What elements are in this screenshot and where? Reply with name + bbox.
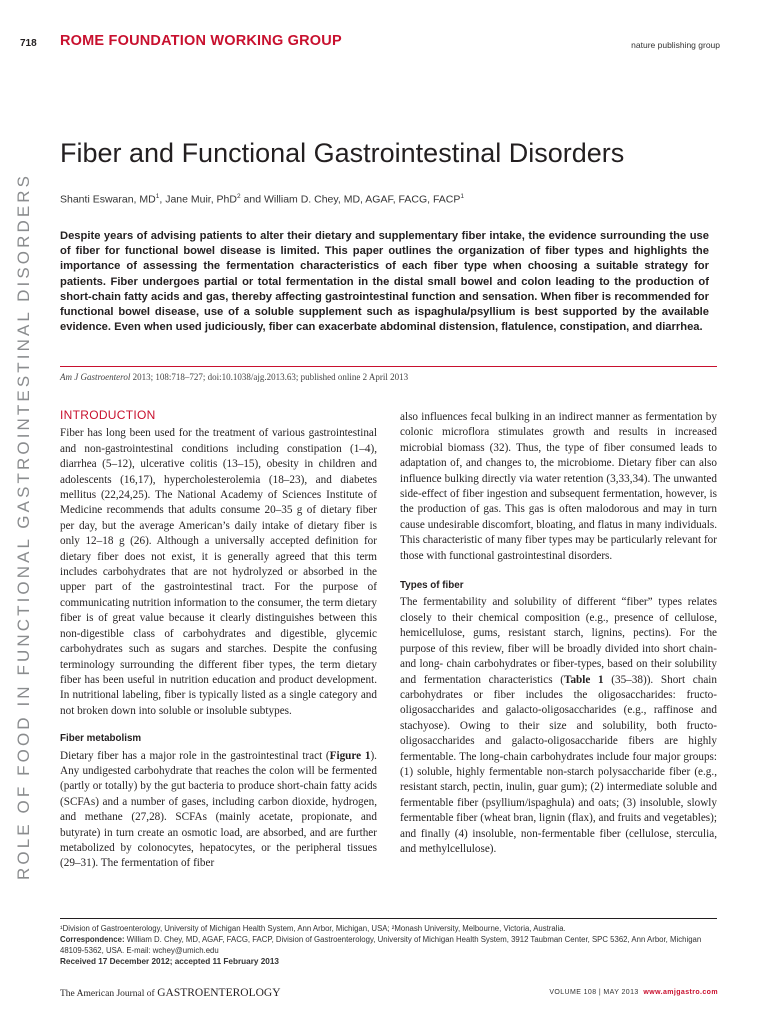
paragraph-text: Dietary fiber has a major role in the gastrointestinal tract ( xyxy=(60,749,330,762)
paragraph-text: ). Any undigested carbohydrate that reaches the colon will be fermented (partly or totally) by the gut bacteria to produce short-chain fatty acids (SCFAs) and a number of gases, including carbon dioxide, hydrogen, and methane (27,28). SCFAs (mainly acetate, propionate, and butyrate) in turn create an osmotic load, are absorbed, and are further metabolized by colonocytes, hepatocytes, or the peripheral tissues (29–31). The fermentation of fiber xyxy=(60,749,377,870)
types-of-fiber-heading: Types of fiber xyxy=(400,580,464,592)
author-list xyxy=(60,193,464,206)
left-column xyxy=(60,408,377,872)
author-name: Shanti Eswaran, MD xyxy=(60,193,156,206)
continued-paragraph: also influences fecal bulking in an indirect manner as fermentation by colonic microflora stimulates growth and results in increased microbial biomass (32). Thus, the type of fiber consumed leads to adaptation of, and changes to, the microbiome. Dietary fiber can also influence bulking directly via water retention (3,33,34). The unwanted side-effect of fiber ingestion and subsequent fermentation, however, is the production of gas. This gas is often malodorous and may in turn cause undesirable discomfort, bloating, and flatus in many individuals. This characteristic of many fiber types may be particularly relevant for those with functional gastrointestinal disorders. xyxy=(400,411,717,562)
section-header: ROME FOUNDATION WORKING GROUP xyxy=(60,33,342,49)
received-dates: Received 17 December 2012; accepted 11 February 2013 xyxy=(60,957,279,966)
side-banner: ROLE OF FOOD IN FUNCTIONAL GASTROINTESTINAL DISORDERS xyxy=(14,172,33,880)
affiliations: ¹Division of Gastroenterology, University of Michigan Health System, Ann Arbor, Michigan, USA; ²Monash University, Melbourne, Victoria, Australia. xyxy=(60,924,566,933)
article-title: Fiber and Functional Gastrointestinal Disorders xyxy=(60,138,625,168)
correspondence-text: William D. Chey, MD, AGAF, FACG, FACP, Division of Gastroenterology, University of Michigan Health System, 3912 Taubman Center, SPC 5362, Ann Arbor, Michigan 48109-5362, USA. E-mail: wchey@umich.edu xyxy=(60,935,702,955)
publisher-name: nature publishing group xyxy=(631,40,720,50)
author-name: Jane Muir, PhD xyxy=(165,193,237,206)
table-reference: Table 1 xyxy=(564,673,604,686)
author-separator: , xyxy=(159,193,166,206)
right-column xyxy=(400,410,717,857)
journal-url[interactable]: www.amjgastro.com xyxy=(643,989,718,996)
introduction-heading: INTRODUCTION xyxy=(60,408,156,422)
paragraph-text: (35–38)). Short chain carbohydrates or fiber includes the oligosaccharides: fructo-oligosaccharides and galacto-oligosaccharides (e.g., raffinose and stachyose). Owing to their size and solubility, both fructo-oligosaccharides and galacto-oligosaccharide fibers are highly fermentable. The long-chain carbohydrates include four major groups: (1) soluble, highly fermentable non-starch polysaccharide fiber (e.g., resistant starch, pectin, inulin, guar gum); (2) intermediate soluble and fermentable fiber (psyllium/ispaghula) and oats; (3) insoluble, slowly fermentable fiber (wheat bran, lignin (flax), and fruits and vegetables); and finally (4) insoluble, non-fermentable fiber (cellulose, sterculia, and methylcellulose). xyxy=(400,673,718,855)
introduction-paragraph: Fiber has long been used for the treatment of various gastrointestinal and non-gastrointestinal conditions including constipation (1–4), diarrhea (5–12), ulcerative colitis (13–15), obesity in children and adolescents (16,17), hypercholesterolemia (18–23), and diabetes mellitus (22,24,25). The National Academy of Sciences Institute of Medicine recommends that adults consume 20–35 g of dietary fiber per day, but the average American’s daily intake of dietary fiber is only 12–18 g (26). Although a universally accepted definition for dietary fiber does not exist, it is generally agreed that this term includes carbohydrates that are not hydrolyzed or absorbed in the upper part of the gastrointestinal tract. For the purpose of communicating nutrition information to the consumer, the term dietary fiber is of great value because it clearly distinguishes between this non-digestible class of carbohydrates and digestible, glycemic carbohydrates such as sugars and starches. Despite the confusing terminology surrounding the different fiber types, the term dietary fiber has been useful in nutrition education and product development. In nutritional labeling, fiber is typically listed as a single category and not broken down into soluble or insoluble subtypes. xyxy=(60,427,377,717)
fiber-metabolism-heading: Fiber metabolism xyxy=(60,733,142,745)
figure-reference: Figure 1 xyxy=(329,749,371,762)
correspondence-label: Correspondence: xyxy=(60,935,125,944)
author-affiliation: 1 xyxy=(155,193,160,200)
paragraph-text: The fermentability and solubility of different “fiber” types relates closely to their chemical composition (e.g., presence of cellulose, hemicellulose, gums, resistant starch, lignins, pectins). For the purpose of this review, fiber will be broadly divided into short chain- and long- chain carbohydrates or fiber-types, based on their solubility and fermentation characteristics ( xyxy=(400,596,717,686)
fiber-metabolism-paragraph xyxy=(60,749,377,872)
author-affiliation: 1 xyxy=(460,193,465,200)
citation-line xyxy=(60,372,408,382)
author-separator: and xyxy=(240,193,264,206)
footnote-divider xyxy=(60,918,717,919)
abstract-divider xyxy=(60,366,717,367)
journal-name xyxy=(60,987,281,999)
journal-prefix: The American Journal of xyxy=(60,989,155,999)
abstract: Despite years of advising patients to alter their dietary and supplementary fiber intake, the evidence surrounding the use of fiber for functional bowel disease is limited. This paper outlines the organization of fiber types and highlights the importance of assessing the fermentation characteristics of each fiber type when choosing a suitable strategy for patients. Fiber undergoes partial or total fermentation in the distal small bowel and colon leading to the production of short-chain fatty acids and gas, thereby affecting gastrointestinal function and sensation. When fiber is recommended for functional bowel disease, use of a soluble supplement such as ispaghula/psyllium is best supported by the available evidence. Even when used judiciously, fiber can exacerbate abdominal distension, flatulence, constipation, and diarrhea. xyxy=(60,230,709,334)
citation-details: 2013; 108:718–727; doi:10.1038/ajg.2013.63; published online 2 April 2013 xyxy=(130,372,409,382)
volume-issue: VOLUME 108 | MAY 2013 xyxy=(549,989,639,996)
author-name: William D. Chey, MD, AGAF, FACG, FACP xyxy=(263,193,461,206)
volume-info xyxy=(549,989,718,996)
footnotes xyxy=(60,923,720,967)
author-affiliation: 2 xyxy=(236,193,241,200)
citation-journal: Am J Gastroenterol xyxy=(60,372,131,382)
correspondence xyxy=(60,934,720,956)
types-of-fiber-paragraph xyxy=(400,595,717,857)
page-number: 718 xyxy=(20,38,37,49)
journal-title: GASTROENTEROLOGY xyxy=(157,987,281,999)
